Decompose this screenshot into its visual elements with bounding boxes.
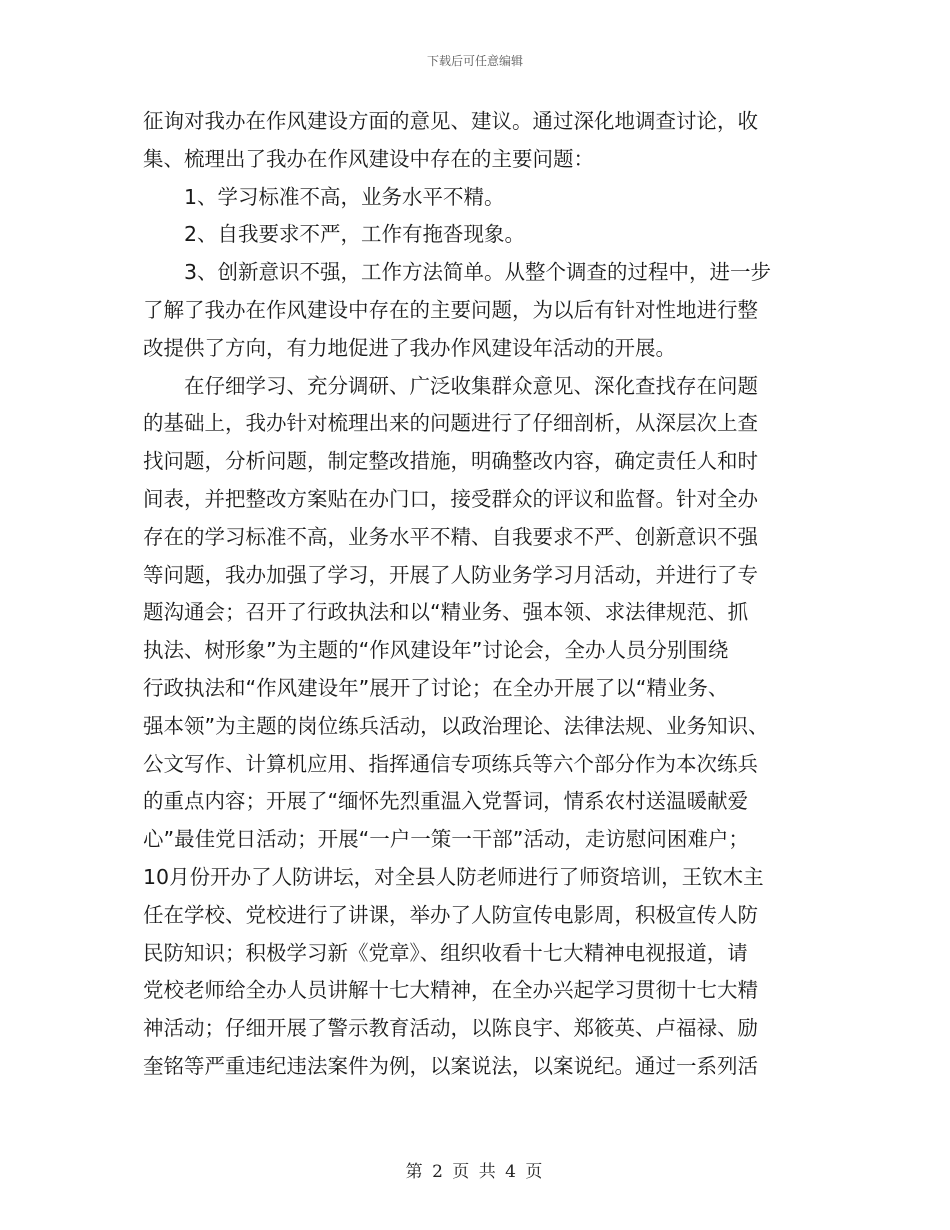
text-line: 的基础上，我办针对梳理出来的问题进行了仔细剖析，从深层次上查 bbox=[143, 411, 758, 436]
text-line: 找问题，分析问题，制定整改措施，明确整改内容，确定责任人和时 bbox=[143, 449, 758, 474]
text-line: 公文写作、计算机应用、指挥通信专项练兵等六个部分作为本次练兵 bbox=[143, 751, 758, 776]
text-line: 党校老师给全办人员讲解十七大精神，在全办兴起学习贯彻十七大精 bbox=[143, 978, 758, 1003]
text-line: 强本领”为主题的岗位练兵活动，以政治理论、法律法规、业务知识、 bbox=[143, 713, 769, 738]
text-line: 心”最佳党日活动；开展“一户一策一干部”活动，走访慰问困难户； bbox=[143, 827, 749, 852]
text-line: 等问题，我办加强了学习，开展了人防业务学习月活动，并进行了专 bbox=[143, 562, 758, 587]
text-line: 题沟通会；召开了行政执法和以“精业务、强本领、求法律规范、抓 bbox=[143, 600, 749, 625]
list-item-1: 1、学习标准不高，业务水平不精。 bbox=[184, 184, 505, 209]
text-line: 征询对我办在作风建设方面的意见、建议。通过深化地调查讨论，收 bbox=[143, 109, 758, 133]
text-line: 民防知识；积极学习新《党章》、组织收看十七大精神电视报道，请 bbox=[143, 940, 748, 965]
text-line: 集、梳理出了我办在作风建设中存在的主要问题： bbox=[143, 146, 594, 171]
text-line: 行政执法和“作风建设年”展开了讨论；在全办开展了以“精业务、 bbox=[143, 675, 729, 700]
text-line: 存在的学习标准不高，业务水平不精、自我要求不严、创新意识不强 bbox=[143, 524, 758, 549]
list-item-3: 3、创新意识不强，工作方法简单。从整个调查的过程中，进一步 bbox=[184, 260, 772, 285]
paragraph-start: 在仔细学习、充分调研、广泛收集群众意见、深化查找存在问题 bbox=[184, 373, 758, 398]
document-body bbox=[143, 103, 815, 1086]
text-line: 间表，并把整改方案贴在办门口，接受群众的评议和监督。针对全办 bbox=[143, 486, 758, 511]
text-line: 改提供了方向，有力地促进了我办作风建设年活动的开展。 bbox=[143, 335, 676, 360]
text-line: 神活动；仔细开展了警示教育活动，以陈良宇、郑筱英、卢福禄、励 bbox=[143, 1016, 758, 1041]
list-item-2: 2、自我要求不严，工作有拖沓现象。 bbox=[184, 222, 526, 247]
text-line: 的重点内容；开展了“缅怀先烈重温入党誓词，情系农村送温暖献爱 bbox=[143, 789, 749, 814]
text-line: 执法、树形象”为主题的“作风建设年”讨论会，全办人员分别围绕 bbox=[143, 638, 729, 663]
page-number: 第 2 页 共 4 页 bbox=[405, 1162, 545, 1182]
header-note: 下载后可任意编辑 bbox=[426, 54, 523, 68]
text-line: 任在学校、党校进行了讲课，举办了人防宣传电影周，积极宣传人防 bbox=[143, 902, 758, 927]
text-line: 奎铭等严重违纪违法案件为例，以案说法，以案说纪。通过一系列活 bbox=[143, 1053, 758, 1078]
text-line: 了解了我办在作风建设中存在的主要问题，为以后有针对性地进行整 bbox=[143, 297, 758, 322]
text-line: 10月份开办了人防讲坛，对全县人防老师进行了师资培训，王钦木主 bbox=[143, 864, 764, 889]
